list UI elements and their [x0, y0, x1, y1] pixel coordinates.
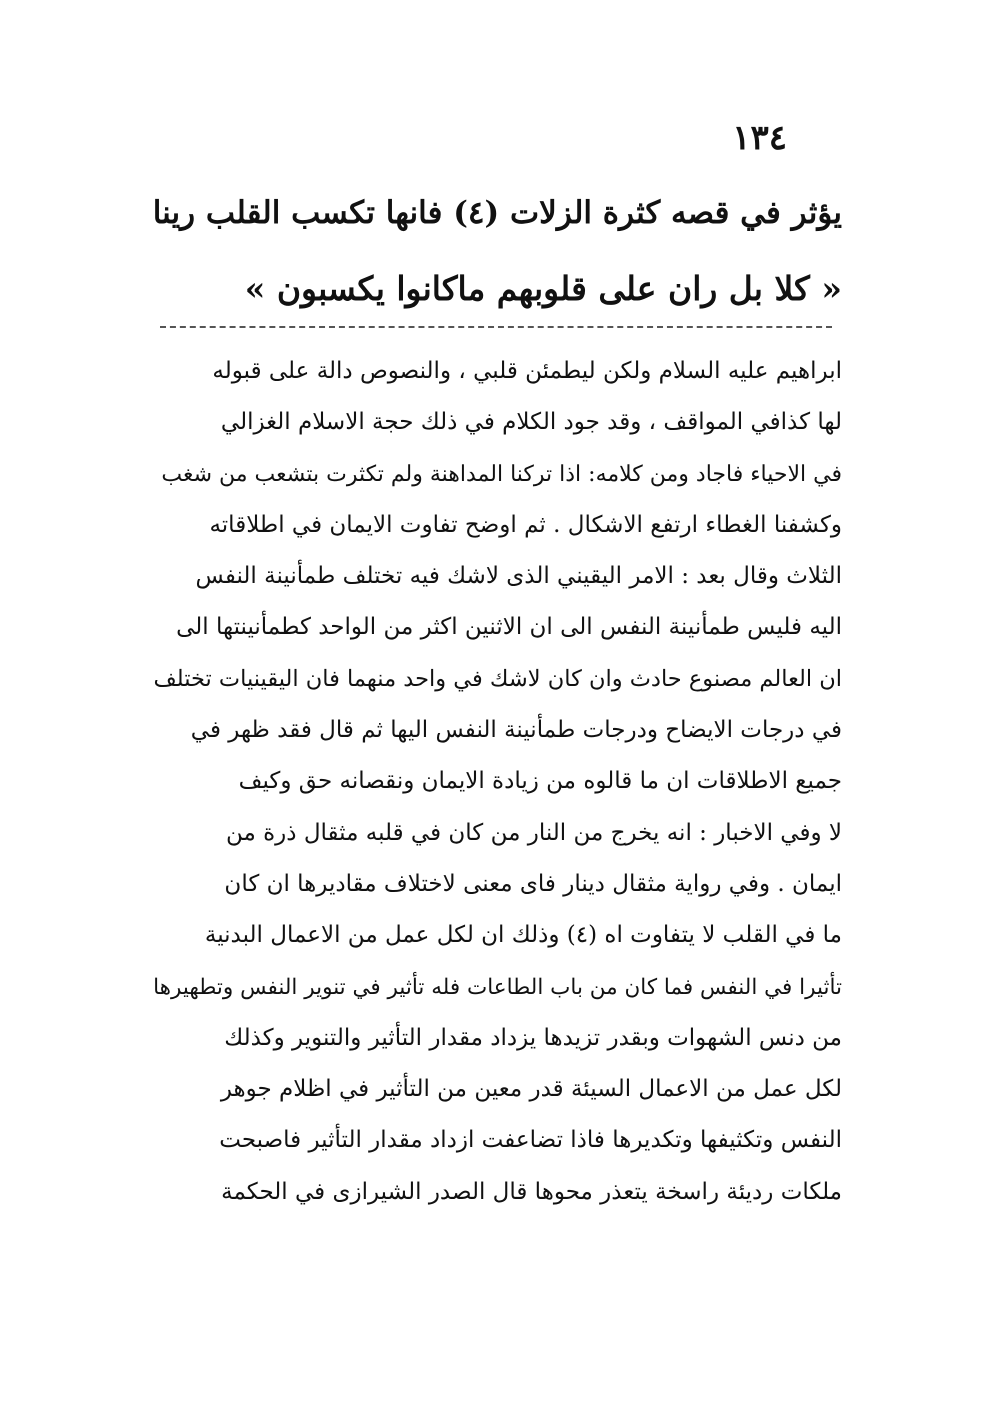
- text-line: الثلاث وقال بعد : الامر اليقيني الذى لاشك فيه تختلف طمأنينة النفس: [195, 563, 842, 590]
- text-line: ايمان . وفي رواية مثقال دينار فاى معنى لاختلاف مقاديرها ان كان: [224, 870, 842, 897]
- text-line: في الاحياء فاجاد ومن كلامه: اذا تركنا المداهنة ولم تكثرت بتشعب من شغب: [161, 461, 842, 487]
- page-number: ١٣٤: [732, 118, 787, 158]
- text-line: من دنس الشهوات وبقدر تزيدها يزداد مقدار التأثير والتنوير وكذلك: [224, 1024, 842, 1051]
- text-line: ابراهيم عليه السلام ولكن ليطمئن قلبي ، والنصوص دالة على قبوله: [212, 358, 842, 384]
- heading-block: [152, 175, 842, 327]
- text-line: لها كذافي المواقف ، وقد جود الكلام في ذلك حجة الاسلام الغزالي: [220, 409, 842, 436]
- section-divider: [160, 326, 832, 328]
- text-line: لكل عمل من الاعمال السيئة قدر معين من التأثير في اظلام جوهر: [220, 1076, 842, 1103]
- text-line: في درجات الايضاح ودرجات طمأنينة النفس اليها ثم قال فقد ظهر في: [190, 717, 842, 744]
- text-line: ان العالم مصنوع حادث وان كان لاشك في واحد منهما فان اليقينيات تختلف: [153, 665, 842, 692]
- text-line: وكشفنا الغطاء ارتفع الاشكال . ثم اوضح تفاوت الايمان في اطلاقاته: [209, 511, 842, 538]
- text-line: جميع الاطلاقات ان ما قالوه من زيادة الايمان ونقصانه حق وكيف: [238, 768, 842, 795]
- text-line: لا وفي الاخبار : انه يخرج من النار من كان في قلبه مثقال ذرة من: [225, 819, 842, 846]
- body-text: [152, 346, 842, 1218]
- heading-line: يؤثر في قصه كثرة الزلات (٤) فانها تكسب القلب رينا: [152, 195, 842, 231]
- heading-line: « كلا بل ران على قلوبهم ماكانوا يكسبون »: [244, 269, 842, 308]
- text-line: النفس وتكثيفها وتكديرها فاذا تضاعفت ازداد مقدار التأثير فاصبحت: [219, 1127, 842, 1154]
- text-line: اليه فليس طمأنينة النفس الى ان الاثنين اكثر من الواحد كطمأنينتها الى: [176, 614, 842, 641]
- text-line: ملكات رديئة راسخة يتعذر محوها قال الصدر الشيرازى في الحكمة: [221, 1178, 842, 1205]
- text-line: تأثيرا في النفس فما كان من باب الطاعات فله تأثير في تنوير النفس وتطهيرها: [153, 974, 842, 1000]
- text-line: ما في القلب لا يتفاوت اه (٤) وذلك ان لكل عمل من الاعمال البدنية: [204, 922, 842, 949]
